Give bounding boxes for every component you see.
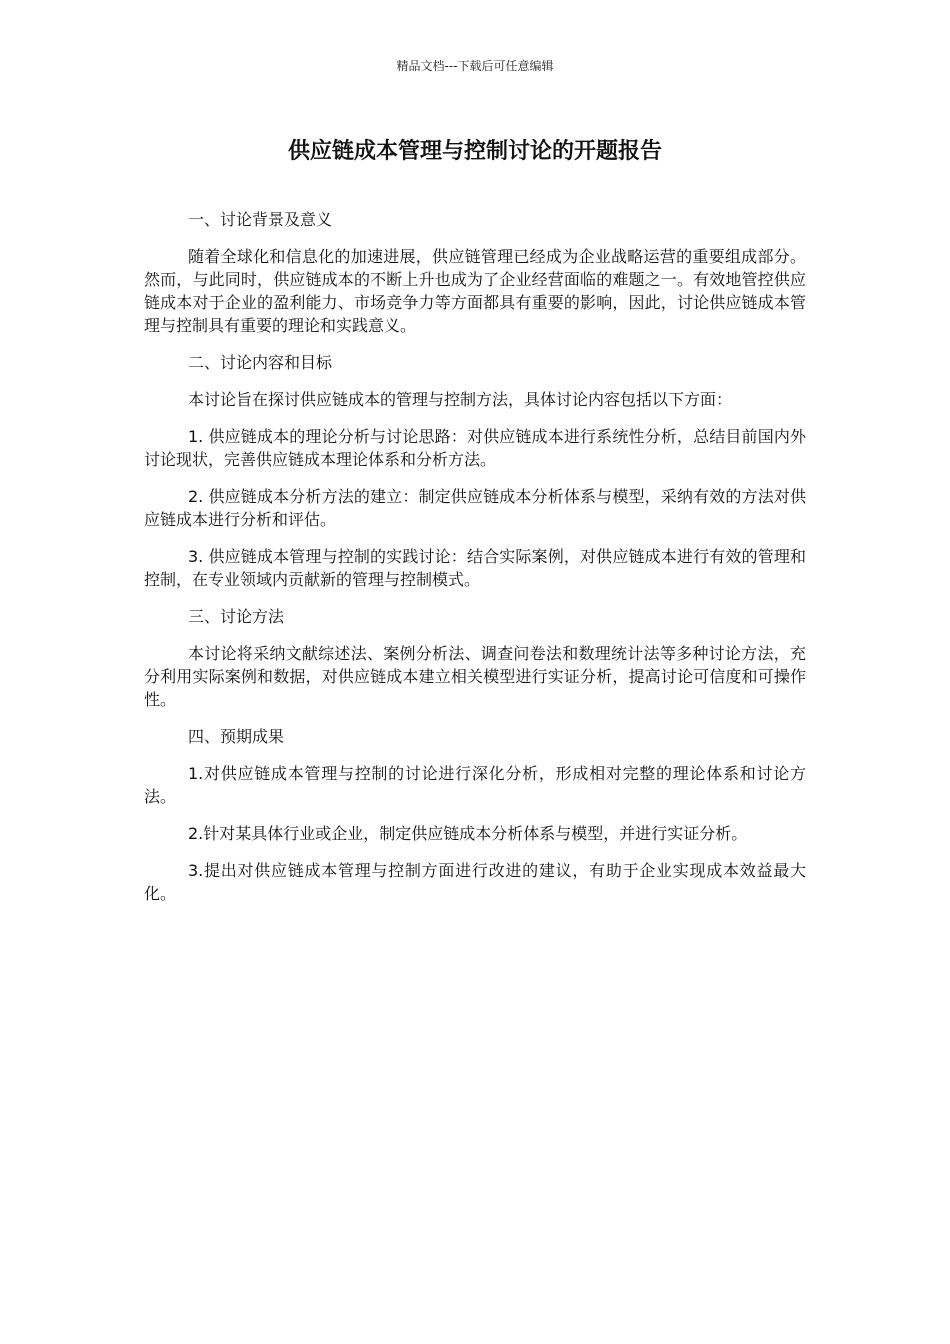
paragraph-content-intro: 本讨论旨在探讨供应链成本的管理与控制方法，具体讨论内容包括以下方面：: [188, 390, 733, 409]
paragraph-content-item-2: 2. 供应链成本分析方法的建立：制定供应链成本分析体系与模型，采纳有效的方法对供应链成本进行分析和评估。: [144, 487, 806, 529]
paragraph-results-item-2: 2.针对某具体行业或企业，制定供应链成本分析体系与模型，并进行实证分析。: [188, 824, 748, 843]
paragraph-background: 随着全球化和信息化的加速进展，供应链管理已经成为企业战略运营的重要组成部分。然而，与此同时，供应链成本的不断上升也成为了企业经营面临的难题之一。有效地管控供应链成本对于企业的盈利能力、市场竞争力等方面都具有重要的影响，因此，讨论供应链成本管理与控制具有重要的理论和实践意义。: [144, 247, 806, 335]
document-body: [144, 208, 806, 919]
paragraph-results-item-3: 3.提出对供应链成本管理与控制方面进行改进的建议，有助于企业实现成本效益最大化。: [144, 861, 806, 903]
paragraph-method: 本讨论将采纳文献综述法、案例分析法、调查问卷法和数理统计法等多种讨论方法，充分利用实际案例和数据，对供应链成本建立相关模型进行实证分析，提高讨论可信度和可操作性。: [144, 644, 806, 709]
page-header: 精品文档---下载后可任意编辑: [396, 59, 554, 73]
paragraph-content-item-1: 1. 供应链成本的理论分析与讨论思路：对供应链成本进行系统性分析，总结目前国内外讨论现状，完善供应链成本理论体系和分析方法。: [144, 427, 806, 469]
section-heading-content: 二、讨论内容和目标: [188, 353, 333, 372]
document-title: 供应链成本管理与控制讨论的开题报告: [287, 139, 662, 164]
paragraph-results-item-1: 1.对供应链成本管理与控制的讨论进行深化分析，形成相对完整的理论体系和讨论方法。: [144, 764, 806, 806]
section-heading-results: 四、预期成果: [188, 727, 285, 746]
section-heading-background: 一、讨论背景及意义: [188, 210, 333, 229]
section-heading-method: 三、讨论方法: [188, 607, 285, 626]
paragraph-content-item-3: 3. 供应链成本管理与控制的实践讨论：结合实际案例，对供应链成本进行有效的管理和控制，在专业领域内贡献新的管理与控制模式。: [144, 547, 806, 589]
